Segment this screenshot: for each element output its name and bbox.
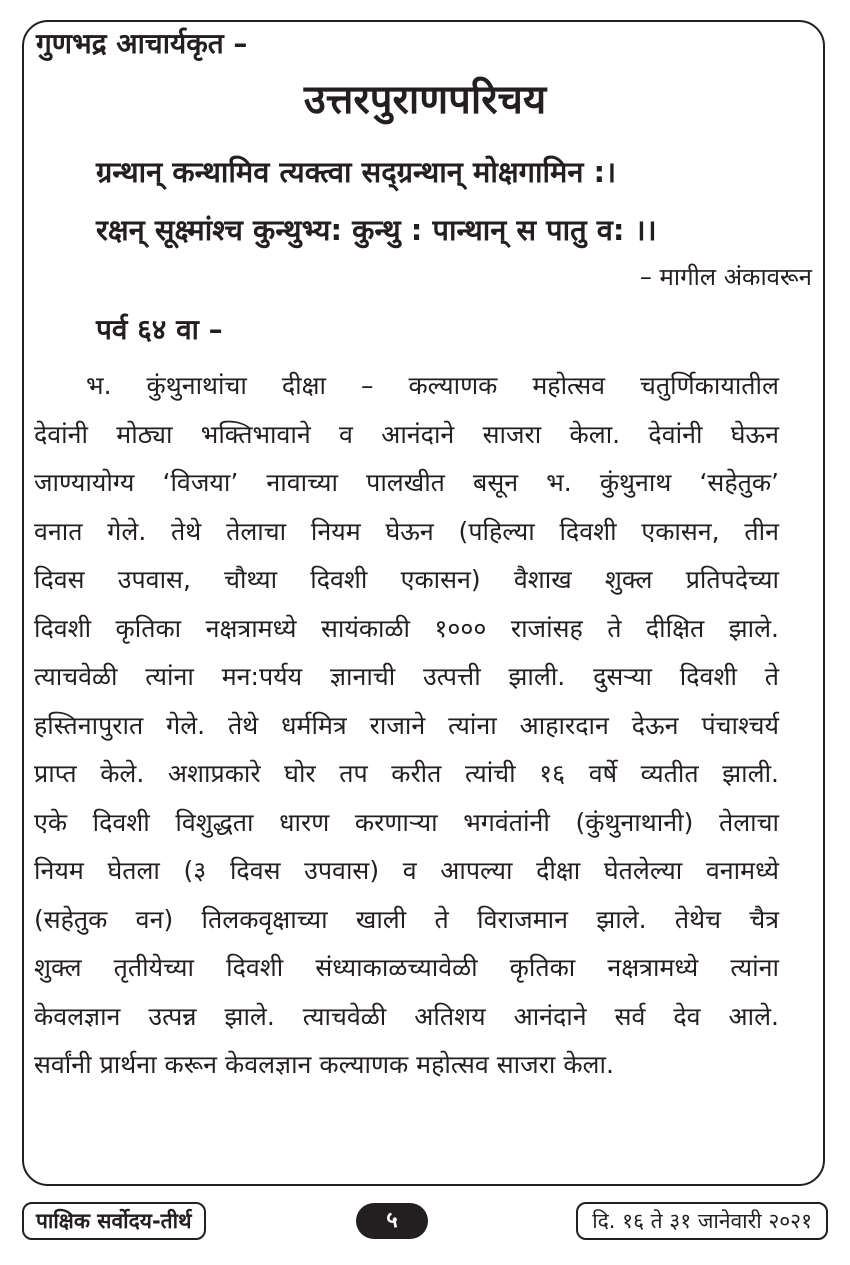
paragraph-line: भ. कुंथुनाथांचा दीक्षा – कल्याणक महोत्सव चतुर्णिकायातील bbox=[86, 371, 779, 400]
issue-date: दि. १६ ते ३१ जानेवारी २०२१ bbox=[576, 1202, 828, 1240]
paragraph-line: दिवस उपवास, चौथ्या दिवशी एकासन) वैशाख शुक्ल प्रतिपदेच्या bbox=[34, 565, 779, 594]
paragraph-line: एके दिवशी विशुद्धता धारण करणाऱ्या भगवंतांनी (कुंथुनाथानी) तेलाचा bbox=[34, 807, 779, 837]
publication-name: पाक्षिक सर्वोदय-तीर्थ bbox=[22, 1202, 206, 1240]
verse-line-1: ग्रन्थान् कन्थामिव त्यक्त्वा सद्ग्रन्थान् मोक्षगामिन :। bbox=[96, 155, 617, 189]
article-pretitle: गुणभद्र आचार्यकृत – bbox=[36, 27, 248, 60]
section-heading: पर्व ६४ वा – bbox=[96, 313, 223, 346]
paragraph-line: हस्तिनापुरात गेले. तेथे धर्ममित्र राजाने त्यांना आहारदान देऊन पंचाश्चर्य bbox=[34, 710, 779, 740]
paragraph-line: दिवशी कृतिका नक्षत्रामध्ये सायंकाळी १००० राजांसह ते दीक्षित झाले. bbox=[34, 613, 779, 643]
body-paragraph bbox=[34, 362, 779, 1090]
page-number: ५ bbox=[356, 1203, 428, 1239]
paragraph-line: वनात गेले. तेथे तेलाचा नियम घेऊन (पहिल्या दिवशी एकासन, तीन bbox=[34, 516, 779, 546]
paragraph-line: प्राप्त केले. अशाप्रकारे घोर तप करीत त्यांची १६ वर्षे व्यतीत झाली. bbox=[34, 759, 779, 788]
paragraph-line: देवांनी मोठ्या भक्तिभावाने व आनंदाने साजरा केला. देवांनी घेऊन bbox=[34, 419, 779, 449]
verse-attribution: – मागील अंकावरून bbox=[639, 263, 812, 291]
paragraph-line: शुक्ल तृतीयेच्या दिवशी संध्याकाळच्यावेळी कृतिका नक्षत्रामध्ये त्यांना bbox=[34, 953, 779, 982]
paragraph-line: नियम घेतला (३ दिवस उपवास) व आपल्या दीक्षा घेतलेल्या वनामध्ये bbox=[34, 856, 779, 885]
verse-line-2: रक्षन् सूक्ष्मांश्च कुन्थुभ्य: कुन्थु : पान्थान् स पातु व: ।। bbox=[96, 213, 657, 247]
paragraph-line: (सहेतुक वन) तिलकवृक्षाच्या खाली ते विराजमान झाले. तेथेच चैत्र bbox=[34, 904, 779, 934]
paragraph-line: त्याचवेळी त्यांना मन:पर्यय ज्ञानाची उत्पत्ती झाली. दुसऱ्या दिवशी ते bbox=[34, 662, 779, 691]
paragraph-line: सर्वांनी प्रार्थना करून केवलज्ञान कल्याणक महोत्सव साजरा केला. bbox=[34, 1050, 614, 1079]
paragraph-line: केवलज्ञान उत्पन्न झाले. त्याचवेळी अतिशय आनंदाने सर्व देव आले. bbox=[34, 1001, 779, 1031]
paragraph-line: जाण्यायोग्य ‘विजया’ नावाच्या पालखीत बसून भ. कुंथुनाथ ‘सहेतुक’ bbox=[34, 468, 779, 497]
article-title: उत्तरपुराणपरिचय bbox=[303, 77, 547, 123]
